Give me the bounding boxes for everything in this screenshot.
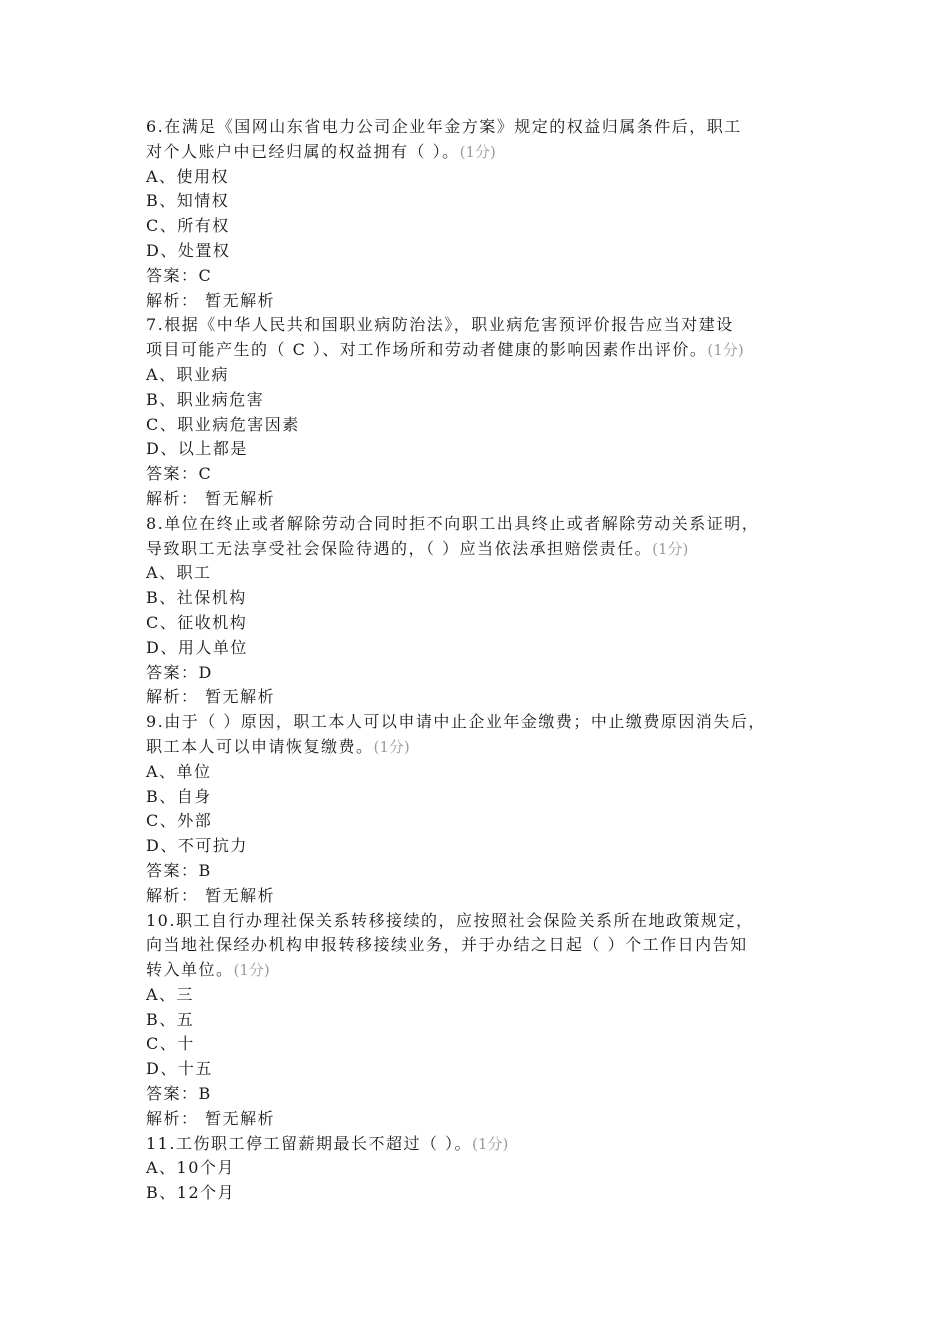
question-9: [146, 710, 826, 908]
question-score: (1分): [459, 142, 496, 161]
option-a: A、职工: [146, 563, 212, 583]
option-d: D、不可抗力: [146, 836, 248, 856]
option-d: D、以上都是: [146, 439, 248, 459]
question-stem-line: [146, 958, 826, 983]
option-d: D、用人单位: [146, 637, 248, 657]
question-stem-line: [146, 735, 826, 760]
option-a: A、三: [146, 984, 195, 1004]
question-stem-line: 向当地社保经办机构申报转移接续业务，并于办结之日起（ ）个工作日内告知: [146, 935, 748, 955]
question-stem-line: 8.单位在终止或者解除劳动合同时拒不向职工出具终止或者解除劳动关系证明，: [146, 513, 760, 533]
question-stem-line: [146, 338, 826, 363]
option-a: A、10个月: [146, 1158, 235, 1178]
answer: 答案：D: [146, 662, 213, 682]
option-c: C、职业病危害因素: [146, 414, 300, 434]
analysis: 解析： 暂无解析: [146, 488, 276, 508]
option-b: B、五: [146, 1009, 195, 1029]
option-a: A、职业病: [146, 364, 230, 384]
option-b: B、12个月: [146, 1183, 236, 1203]
question-list: [146, 115, 826, 1206]
question-7: [146, 313, 826, 511]
question-score: (1分): [652, 539, 689, 558]
option-c: C、外部: [146, 811, 213, 831]
option-d: D、处置权: [146, 240, 231, 260]
question-stem-line: [146, 140, 826, 165]
analysis: 解析： 暂无解析: [146, 885, 276, 905]
question-score: (1分): [373, 737, 410, 756]
question-score: (1分): [472, 1134, 509, 1153]
question-stem-line: 7.根据《中华人民共和国职业病防治法》，职业病危害预评价报告应当对建设: [146, 315, 734, 335]
answer: 答案：C: [146, 265, 213, 285]
question-stem-text: 11.工伤职工停工留薪期最长不超过（ ）。: [146, 1133, 473, 1153]
question-stem-line: 9.由于（ ）原因，职工本人可以申请中止企业年金缴费；中止缴费原因消失后，: [146, 712, 766, 732]
question-6: [146, 115, 826, 313]
option-c: C、征收机构: [146, 612, 248, 632]
option-c: C、十: [146, 1034, 195, 1054]
question-stem-text: 项目可能产生的（ C ）、对工作场所和劳动者健康的影响因素作出评价。: [146, 340, 708, 360]
option-b: B、社保机构: [146, 588, 247, 608]
analysis: 解析： 暂无解析: [146, 687, 276, 707]
answer: 答案：B: [146, 1084, 212, 1104]
question-stem-text: 转入单位。: [146, 960, 234, 980]
option-b: B、职业病危害: [146, 389, 265, 409]
answer: 答案：B: [146, 860, 212, 880]
question-stem-line: [146, 537, 826, 562]
question-stem-text: 对个人账户中已经归属的权益拥有（ ）。: [146, 141, 460, 161]
question-stem-line: 10.职工自行办理社保关系转移接续的，应按照社会保险关系所在地政策规定，: [146, 910, 754, 930]
question-stem-line: 6.在满足《国网山东省电力公司企业年金方案》规定的权益归属条件后，职工: [146, 117, 742, 136]
analysis: 解析： 暂无解析: [146, 1108, 276, 1128]
question-stem-text: 导致职工无法享受社会保险待遇的，（ ）应当依法承担赔偿责任。: [146, 538, 653, 558]
question-11: [146, 1132, 826, 1206]
question-stem-text: 职工本人可以申请恢复缴费。: [146, 736, 374, 756]
question-stem-line: [146, 1132, 826, 1157]
analysis: 解析： 暂无解析: [146, 290, 276, 310]
option-d: D、十五: [146, 1059, 213, 1079]
option-b: B、自身: [146, 786, 212, 806]
option-a: A、使用权: [146, 166, 230, 186]
answer: 答案：C: [146, 464, 213, 484]
option-b: B、知情权: [146, 191, 230, 211]
option-c: C、所有权: [146, 216, 230, 236]
question-score: (1分): [233, 961, 270, 980]
option-a: A、单位: [146, 761, 212, 781]
question-8: [146, 512, 826, 710]
question-10: [146, 909, 826, 1132]
question-score: (1分): [707, 341, 744, 360]
